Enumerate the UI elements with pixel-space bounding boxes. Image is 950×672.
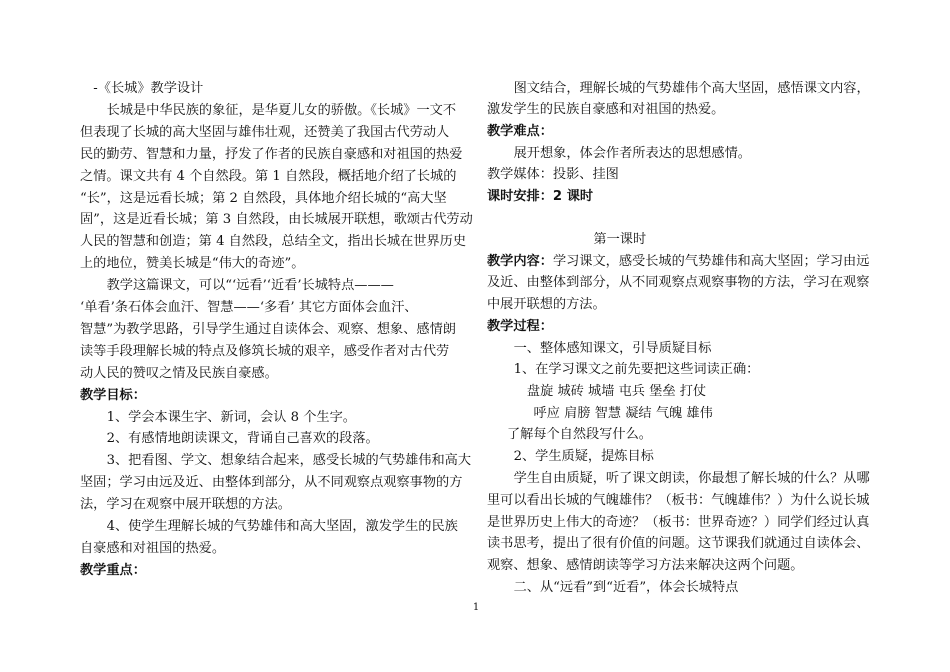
text-line: 第一课时	[593, 232, 647, 247]
text-line: 激发学生的民族自豪感和对祖国的热爱。	[487, 102, 725, 117]
text-line: 1、学会本课生字、新词，会认 8 个生字。	[106, 409, 356, 425]
text-line: 及近、由整体到部分，从不同观察点观察事物的方法，学习在观察	[487, 275, 870, 290]
text-line: 2、学生质疑，提炼目标	[513, 449, 654, 464]
text-line: 坚固；学习由远及近、由整体到部分，从不同观察点观察事物的方	[80, 475, 463, 491]
text-line: 二、从“远看”到“近看”，体会长城特点	[513, 580, 739, 595]
text-line: 一、整体感知课文，引导质疑目标	[513, 341, 712, 356]
text-line: 了解每个自然段写什么。	[506, 427, 652, 442]
section-heading: 教学过程：	[487, 319, 553, 334]
text-line: 是世界历史上伟大的奇迹？（板书：世界奇迹？）同学们经过认真	[487, 515, 870, 530]
text-line: 学生自由质疑，听了课文朗读，你最想了解长城的什么？从哪	[513, 471, 870, 486]
text-line: 自豪感和对祖国的热爱。	[80, 540, 226, 556]
section-heading: 课时安排：2 课时	[487, 189, 594, 204]
text-line: 观察、想象、感情朗读等学习方法来解决这两个问题。	[487, 558, 804, 573]
text-line: 教学这篇课文，可以“‘远看’‘近看’长城特点———	[106, 278, 394, 294]
text-line: 上的地位，赞美长城是“伟大的奇迹”。	[80, 256, 305, 272]
text-line: 长城是中华民族的象征，是华夏儿女的骄傲。《长城》一文不	[106, 102, 457, 118]
text-line: 里可以看出长城的气魄雄伟？（板书：气魄雄伟？）为什么说长城	[487, 493, 870, 508]
text-line: 展开想象，体会作者所表达的思想感情。	[513, 146, 751, 161]
text-line: 2、有感情地朗读课文，背诵自己喜欢的段落。	[106, 431, 379, 447]
text-line: 固”，这是近看长城；第 3 自然段，由长城展开联想，歌颂古代劳动	[80, 212, 473, 228]
text-line: 法，学习在观察中展开联想的方法。	[80, 497, 291, 513]
page-number: 1	[472, 602, 480, 613]
text-line: 动人民的赞叹之情及民族自豪感。	[80, 365, 278, 381]
text-line: 3、把看图、学文、想象结合起来，感受长城的气势雄伟和高大	[106, 453, 472, 469]
text-line: 教学媒体：投影、挂图	[487, 167, 619, 182]
text-line: -《长城》教学设计	[93, 81, 204, 96]
text-line: ‘单看’条石体会血汗、智慧——‘多看’ 其它方面体会血汗、	[80, 300, 418, 315]
text-line: 中展开联想的方法。	[487, 297, 606, 312]
text-line: 民的勤劳、智慧和力量，抒发了作者的民族自豪感和对祖国的热爱	[80, 146, 463, 162]
text-line: 呼应 肩膀 智慧 凝结 气魄 雄伟	[533, 406, 713, 421]
text-line: 但表现了长城的高大坚固与雄伟壮观，还赞美了我国古代劳动人	[80, 124, 450, 140]
text-line: 人民的智慧和创造；第 4 自然段，总结全文，指出长城在世界历史	[80, 234, 467, 250]
section-heading: 教学难点：	[487, 124, 553, 139]
section-heading: 教学内容：学习课文，感受长城的气势雄伟和高大坚固；学习由远	[487, 254, 870, 269]
text-line: 4、使学生理解长城的气势雄伟和高大坚固，激发学生的民族	[106, 519, 458, 534]
text-line: “长”，这是远看长城；第 2 自然段，具体地介绍长城的“高大坚	[80, 190, 447, 206]
text-line: 图文结合，理解长城的气势雄伟个高大坚固，感悟课文内容，	[513, 81, 870, 96]
text-line: 读书思考，提出了很有价值的问题。这节课我们就通过自读体会、	[487, 536, 870, 551]
text-line: 之情。课文共有 4 个自然段。第 1 自然段，概括地介绍了长城的	[80, 168, 457, 184]
section-heading: 教学目标：	[80, 387, 146, 403]
text-line: 1、在学习课文之前先要把这些词读正确：	[513, 362, 760, 377]
text-line: 读等手段理解长城的特点及修筑长城的艰辛，感受作者对古代劳	[80, 343, 450, 359]
section-heading: 教学重点：	[80, 562, 146, 578]
text-line: 盘旋 城砖 城墙 屯兵 堡垒 打仗	[526, 384, 707, 399]
text-line: 智慧”为教学思路，引导学生通过自读体会、观察、想象、感情朗	[80, 321, 456, 337]
